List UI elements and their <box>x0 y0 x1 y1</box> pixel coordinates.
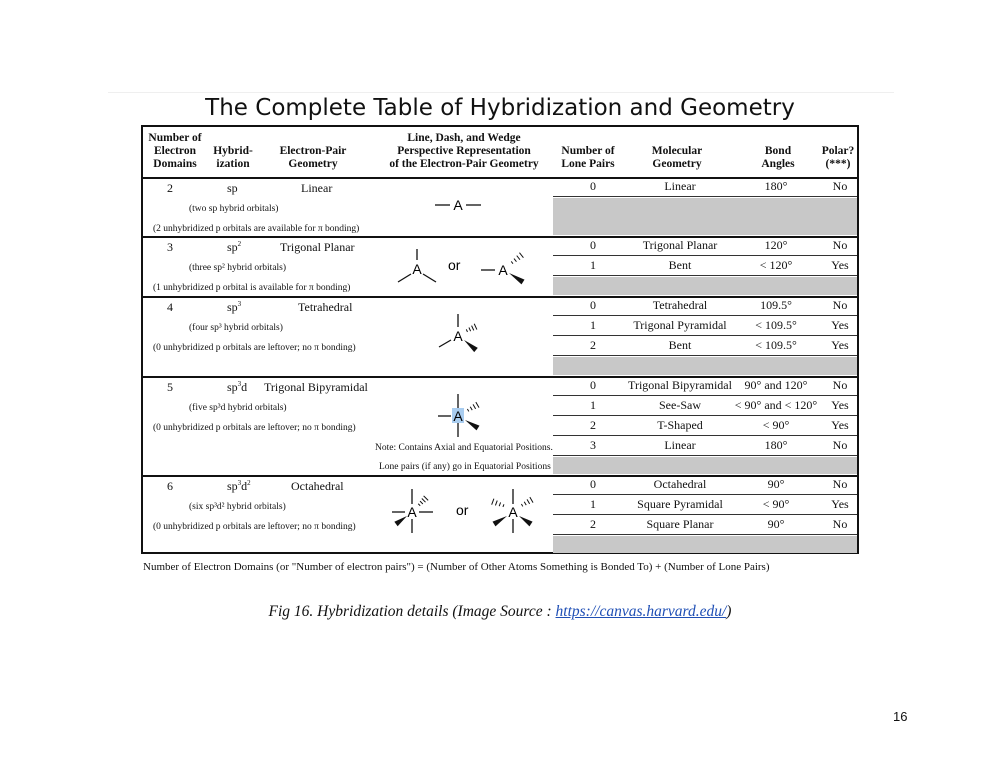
hybrid-sup-2: 2 <box>247 479 251 487</box>
hybrid-sup-1: 3 <box>237 479 242 487</box>
molecular-geometry-value: Linear <box>664 438 696 452</box>
header-molecular-geometry: Molecular Geometry <box>651 145 703 170</box>
polar-value: Yes <box>831 418 849 432</box>
dash-bond <box>470 407 472 410</box>
lone-pairs-value: 0 <box>590 477 596 491</box>
polar-value: Yes <box>831 497 849 511</box>
dash-bond <box>418 504 420 506</box>
header-domains: Number of Electron Domains <box>148 132 202 170</box>
polar-value: Yes <box>831 398 849 412</box>
lone-pairs-value: 0 <box>590 238 596 252</box>
molecular-geometry-value: Square Planar <box>646 517 714 531</box>
bond-angles-value: < 109.5° <box>755 318 797 332</box>
polar-value: Yes <box>831 338 849 352</box>
hybrid-mid: d <box>241 479 248 493</box>
electron-domains: 4 <box>167 300 173 314</box>
structure-drawing <box>378 376 553 475</box>
dash-bond <box>517 256 520 260</box>
p-orbital-note: (2 unhybridized p orbitals are available for π bonding) <box>153 224 360 234</box>
bond-angles-value: 109.5° <box>760 298 792 312</box>
molecular-geometry-value: T-Shaped <box>657 418 703 432</box>
header-representation: Line, Dash, and Wedge Perspective Representation of the Electron-Pair Geometry <box>389 132 539 170</box>
structure-drawing <box>378 475 553 554</box>
molecular-geometry-value: Octahedral <box>653 477 707 491</box>
lone-pairs-value: 2 <box>590 338 596 352</box>
lone-pairs-value: 2 <box>590 418 596 432</box>
central-atom-label: A <box>508 504 518 520</box>
bond-angles-value: < 109.5° <box>755 338 797 352</box>
polar-value: Yes <box>831 258 849 272</box>
molecular-geometry-value: Bent <box>668 338 692 352</box>
or-label: or <box>456 502 469 518</box>
bond-line <box>398 274 411 282</box>
bond-angles-value: < 120° <box>759 258 793 272</box>
geometry-row <box>553 376 857 396</box>
geometry-row <box>553 177 857 197</box>
dash-bond <box>473 404 476 409</box>
bond-angles-value: < 90° <box>762 418 790 432</box>
wedge-bond <box>465 420 479 430</box>
electron-domains: 2 <box>167 181 173 195</box>
hybrid-base: sp <box>227 300 238 314</box>
molecular-geometry-value: Linear <box>664 179 696 193</box>
unused-grey-cell <box>553 357 857 375</box>
electron-domains: 5 <box>167 380 173 394</box>
central-atom-label: A <box>412 261 422 277</box>
group-band-3 <box>143 236 857 298</box>
bond-angles-value: 180° <box>764 179 788 193</box>
hybrid-orbitals-note: (two sp hybrid orbitals) <box>189 204 279 214</box>
hybridization <box>227 380 247 395</box>
geometry-row <box>553 336 857 356</box>
formula-note: Number of Electron Domains (or "Number of electron pairs") = (Number of Other Atoms Something is Bonded To) + (Number of Lone Pairs) <box>143 561 770 573</box>
figure-caption <box>0 603 1000 621</box>
polar-value: Yes <box>831 318 849 332</box>
geometry-row <box>553 515 857 535</box>
polar-value: No <box>832 477 848 491</box>
group-band-6 <box>143 475 857 554</box>
electron-domains: 6 <box>167 479 173 493</box>
hybrid-orbitals-note: (three sp² hybrid orbitals) <box>189 263 287 273</box>
electron-pair-geometry: Trigonal Bipyramidal <box>264 380 368 394</box>
lone-pairs-value: 1 <box>590 258 596 272</box>
polar-value: No <box>832 298 848 312</box>
caption-close: ) <box>726 603 732 620</box>
p-orbital-note: (0 unhybridized p orbitals are leftover; no π bonding) <box>153 423 356 433</box>
hybridization <box>227 479 251 494</box>
wedge-bond <box>493 516 507 526</box>
unused-grey-cell <box>553 536 857 553</box>
unused-grey-cell <box>553 277 857 295</box>
polar-value: No <box>832 517 848 531</box>
lone-pairs-value: 1 <box>590 398 596 412</box>
dash-bond <box>514 259 516 262</box>
dash-bond <box>530 497 533 503</box>
bond-angles-value: 90° and 120° <box>744 378 808 392</box>
molecular-geometry-value: Trigonal Pyramidal <box>633 318 727 332</box>
bond-angles-value: < 90° <box>762 497 790 511</box>
geometry-row <box>553 495 857 515</box>
geometry-row <box>553 316 857 336</box>
polar-value: No <box>832 179 848 193</box>
group-band-4 <box>143 296 857 378</box>
electron-pair-geometry: Linear <box>301 181 333 195</box>
lone-pairs-value: 0 <box>590 298 596 312</box>
structure-svg <box>378 376 553 475</box>
electron-pair-geometry: Octahedral <box>291 479 344 493</box>
hybrid-orbitals-note: (five sp³d hybrid orbitals) <box>189 403 287 413</box>
hybrid-sup-1: 3 <box>237 380 242 388</box>
hybrid-orbitals-note: (six sp³d² hybrid orbitals) <box>189 502 286 512</box>
hybrid-mid: d <box>241 380 248 394</box>
wedge-bond <box>394 516 407 526</box>
p-orbital-note: (0 unhybridized p orbitals are leftover; no π bonding) <box>153 343 356 353</box>
molecular-geometry-value: Trigonal Planar <box>642 238 718 252</box>
geometry-row <box>553 436 857 456</box>
hybridization <box>227 240 241 255</box>
dash-bond <box>495 501 497 506</box>
dash-bond <box>420 501 423 504</box>
source-link[interactable]: https://canvas.harvard.edu/ <box>555 603 727 620</box>
dash-bond <box>521 504 522 506</box>
dash-bond <box>474 324 477 330</box>
geometry-row <box>553 475 857 495</box>
structure-drawing <box>378 236 553 296</box>
geometry-row <box>553 236 857 256</box>
or-label: or <box>448 257 461 273</box>
page-title: The Complete Table of Hybridization and Geometry <box>205 95 795 121</box>
wedge-bond <box>464 340 478 352</box>
central-atom-label: A <box>453 197 463 213</box>
hybrid-base: sp <box>227 240 238 254</box>
bond-line <box>423 274 436 282</box>
bond-angles-value: 90° <box>767 477 785 491</box>
structure-drawing <box>378 296 553 376</box>
hybrid-base: sp <box>227 479 238 493</box>
dash-bond <box>424 496 429 501</box>
structure-svg <box>378 236 553 296</box>
structure-svg <box>378 475 553 554</box>
hybridization <box>227 300 241 315</box>
hybridization <box>227 181 238 196</box>
lone-pairs-value: 1 <box>590 497 596 511</box>
hybrid-sup-1: 3 <box>237 300 242 308</box>
geometry-row <box>553 396 857 416</box>
structure-svg <box>378 296 553 376</box>
bond-angles-value: 180° <box>764 438 788 452</box>
p-orbital-note: (0 unhybridized p orbitals are leftover; no π bonding) <box>153 522 356 532</box>
page-number: 16 <box>893 709 908 724</box>
lone-pairs-value: 0 <box>590 179 596 193</box>
dash-bond <box>472 326 474 331</box>
electron-domains: 3 <box>167 240 173 254</box>
molecular-geometry-value: Trigonal Bipyramidal <box>628 378 732 392</box>
table-header <box>143 127 857 179</box>
header-hybridization: Hybrid- ization <box>213 145 253 170</box>
dash-bond <box>519 253 523 258</box>
hybrid-base: sp <box>227 181 238 195</box>
polar-value: No <box>832 238 848 252</box>
central-atom-label: A <box>453 328 463 344</box>
dash-bond <box>467 409 468 411</box>
molecular-geometry-value: Bent <box>668 258 692 272</box>
dash-bond <box>466 329 467 332</box>
dash-bond <box>527 499 530 504</box>
bond-angles-value: 120° <box>764 238 788 252</box>
electron-pair-geometry: Tetrahedral <box>298 300 353 314</box>
header-bond-angles: Bond Angles <box>761 145 795 170</box>
dash-bond <box>499 502 500 506</box>
central-atom-label: A <box>453 408 463 424</box>
molecular-geometry-value: Tetrahedral <box>652 298 708 312</box>
central-atom-label: A <box>498 262 508 278</box>
group-band-5 <box>143 376 857 477</box>
bond-line <box>439 340 451 347</box>
dash-bond <box>492 499 494 505</box>
wedge-bond <box>519 516 533 526</box>
caption-text: Fig 16. Hybridization details (Image Source : <box>268 603 556 620</box>
geometry-row <box>553 416 857 436</box>
header-lone-pairs: Number of Lone Pairs <box>561 145 615 170</box>
geometry-row <box>553 256 857 276</box>
hybrid-base: sp <box>227 380 238 394</box>
bond-angles-value: < 90° and < 120° <box>734 398 818 412</box>
top-divider <box>108 92 894 93</box>
hybrid-sup-1: 2 <box>237 240 242 248</box>
dash-bond <box>511 261 513 263</box>
dash-bond <box>476 402 479 408</box>
unused-grey-cell <box>553 198 857 235</box>
p-orbital-note: (1 unhybridized p orbital is available for π bonding) <box>153 283 351 293</box>
dash-bond <box>503 504 504 507</box>
header-ep-geometry: Electron-Pair Geometry <box>279 145 347 170</box>
polar-value: No <box>832 438 848 452</box>
wedge-bond <box>509 273 525 284</box>
electron-pair-geometry: Trigonal Planar <box>280 240 355 254</box>
geometry-row <box>553 296 857 316</box>
lone-pairs-value: 3 <box>590 438 596 452</box>
lone-pairs-value: 1 <box>590 318 596 332</box>
unused-grey-cell <box>553 457 857 474</box>
structure-svg <box>378 177 553 236</box>
group-band-2 <box>143 177 857 238</box>
central-atom-label: A <box>407 504 417 520</box>
header-polar: Polar? (***) <box>821 145 855 170</box>
bond-angles-value: 90° <box>767 517 785 531</box>
hybridization-table <box>141 125 859 554</box>
axial-equatorial-note: Note: Contains Axial and Equatorial Positions. <box>375 443 553 453</box>
lone-pairs-value: 2 <box>590 517 596 531</box>
dash-bond <box>469 328 471 332</box>
dash-bond <box>422 498 426 502</box>
polar-value: No <box>832 378 848 392</box>
lone-pair-placement-note: Lone pairs (if any) go in Equatorial Positions <box>379 462 551 472</box>
dash-bond <box>524 502 526 505</box>
lone-pairs-value: 0 <box>590 378 596 392</box>
hybrid-orbitals-note: (four sp³ hybrid orbitals) <box>189 323 283 333</box>
structure-drawing <box>378 177 553 236</box>
molecular-geometry-value: Square Pyramidal <box>637 497 723 511</box>
molecular-geometry-value: See-Saw <box>659 398 701 412</box>
